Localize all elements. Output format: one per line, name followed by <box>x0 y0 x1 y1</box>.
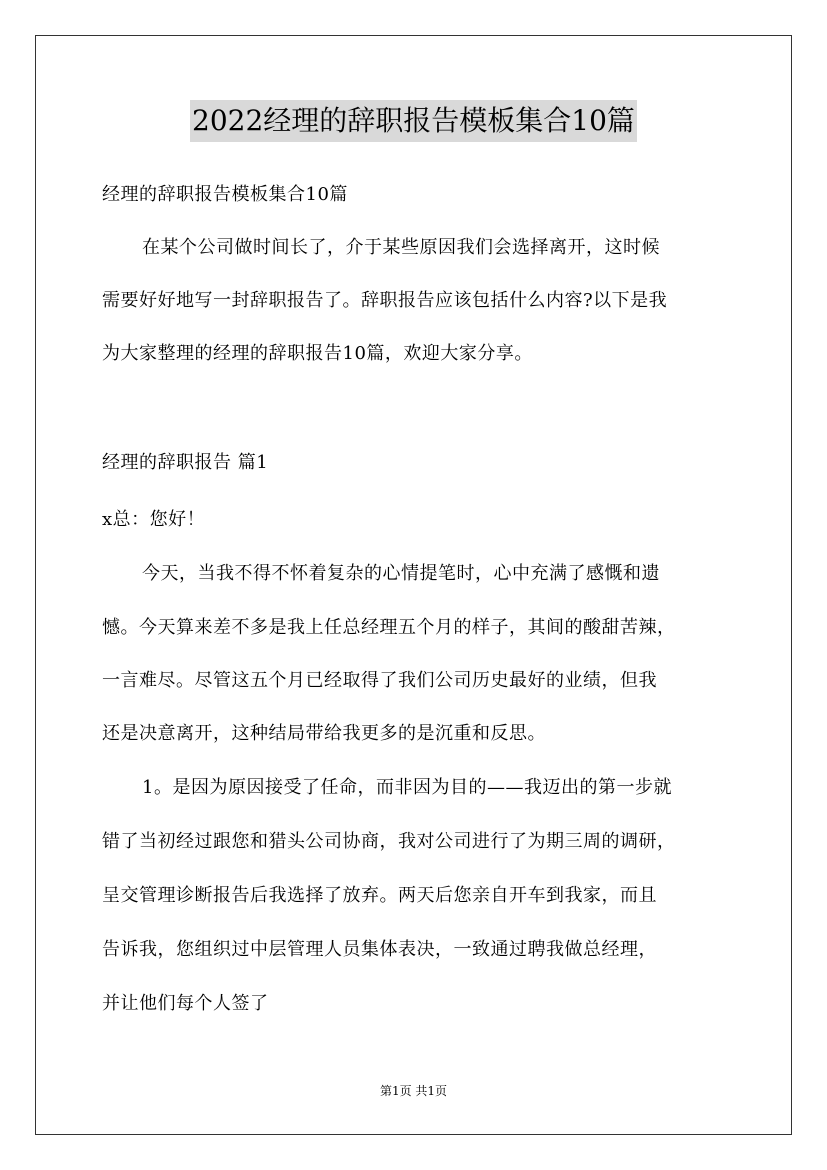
paragraph-line: 并让他们每个人签了 <box>102 993 269 1014</box>
paragraph-line: 今天，当我不得不怀着复杂的心情提笔时，心中充满了感慨和遗 <box>142 563 660 584</box>
paragraph-line: 一言难尽。尽管这五个月已经取得了我们公司历史最好的业绩，但我 <box>102 670 657 691</box>
paragraph-line: 告诉我，您组织过中层管理人员集体表决，一致通过聘我做总经理， <box>102 939 657 960</box>
page-footer: 第1页 共1页 <box>379 1084 448 1098</box>
paragraph-line: 呈交管理诊断报告后我选择了放弃。两天后您亲自开车到我家，而且 <box>102 885 657 906</box>
subtitle-line: 经理的辞职报告模板集合10篇 <box>102 184 348 205</box>
document-title: 2022经理的辞职报告模板集合10篇 <box>190 100 637 142</box>
paragraph-line: 还是决意离开，这种结局带给我更多的是沉重和反思。 <box>102 723 546 744</box>
paragraph-line: 在某个公司做时间长了，介于某些原因我们会选择离开，这时候 <box>142 237 660 258</box>
title-container <box>0 100 827 142</box>
paragraph-line: 为大家整理的经理的辞职报告10篇，欢迎大家分享。 <box>102 343 533 364</box>
section-heading: 经理的辞职报告 篇1 <box>102 452 269 473</box>
salutation-line: x总：您好！ <box>102 509 206 530</box>
paragraph-line: 错了当初经过跟您和猎头公司协商，我对公司进行了为期三周的调研， <box>102 831 676 852</box>
paragraph-line: 需要好好地写一封辞职报告了。辞职报告应该包括什么内容?以下是我 <box>102 290 668 311</box>
paragraph-line: 憾。今天算来差不多是我上任总经理五个月的样子，其间的酸甜苦辣， <box>102 617 676 638</box>
paragraph-line: 1。是因为原因接受了任命，而非因为目的——我迈出的第一步就 <box>142 777 672 798</box>
